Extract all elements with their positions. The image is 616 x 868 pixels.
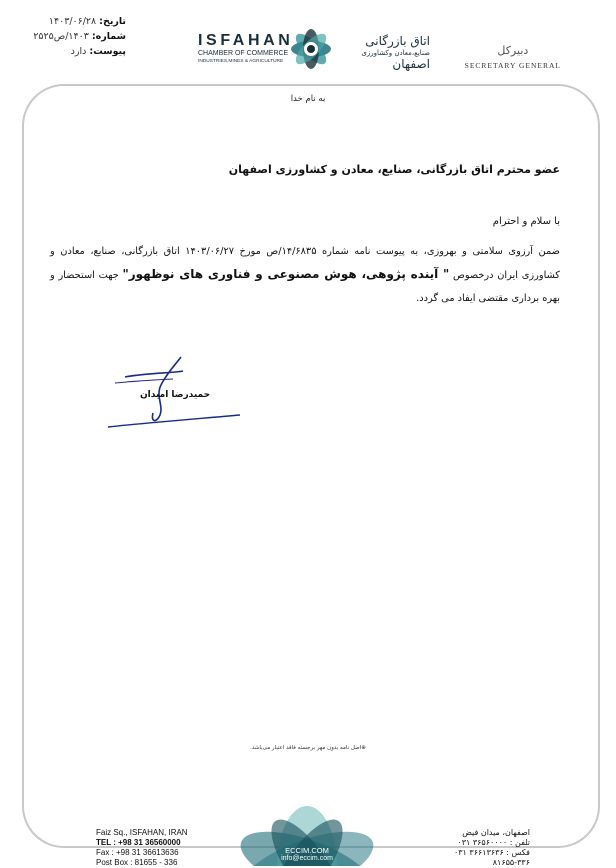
attachment-value: دارد [70,46,87,57]
attachment-row [6,44,126,59]
secretary-en: SECRETARY GENERAL [464,61,561,70]
validity-notice: ⊕اصل نامه بدون مهر برجسته فاقد اعتبار می‌باشد. [250,745,366,751]
footer-website[interactable]: ECCIM.COM [285,846,329,855]
date-value: ۱۴۰۳/۰۶/۲۸ [48,16,97,27]
footer-fa-address: اصفهان، میدان فیض [462,828,530,837]
date-row [6,14,126,29]
footer-fa-pobox: ۸۱۶۵۵-۳۳۶ [492,858,530,867]
letter-frame [22,84,600,848]
secretary-fa: دبیرکل [497,44,529,57]
footer-en-pobox: Post Box : 81655 - 336 [96,858,178,867]
bismillah: به نام خدا [290,94,326,104]
secretary-general-title [465,44,561,70]
signatory-name: حمیدرضا امیدان [140,390,211,400]
number-value: ۱۴۰۳/ص۲۵۲۵ [33,31,89,42]
letter-body [50,240,560,310]
chamber-logo [198,26,430,72]
body-part2: جهت استحضار و بهره برداری مقتضی ایفاد می گردد. [50,270,560,304]
number-row [6,29,126,44]
logo-en-line2: INDUSTRIES,MINES & AGRICULTURE [198,59,284,64]
footer-fa-tel: تلفن : ۳۶۵۶۰۰۰۰ ۰۳۱ [457,838,530,847]
footer-en-fax: Fax : +98 31 36613636 [96,848,179,857]
logo-fa-city: اصفهان [392,57,430,71]
footer-fa-fax: فکس : ۳۶۶۱۳۶۳۶ ۰۳۱ [453,848,530,857]
footer-emblem [212,788,402,866]
recipient: عضو محترم اتاق بازرگانی، صنایع، معادن و کشاورزی اصفهان [228,163,560,176]
footer-email[interactable]: info@eccim.com [281,855,333,862]
logo-en-name: ISFAHAN [198,32,294,49]
footer-en-contact [96,828,188,868]
body-part1: ضمن آرزوی سلامتی و بهروزی، به پیوست نامه شماره ۱۴/۶۸۳۵/ص مورخ ۱۴۰۳/۰۶/۲۷ اتاق بازرگانی، صنایع، معادن و کشاورزی ایران درخصوص [50,246,560,281]
logo-fa-line2: صنایع،معادن وکشاورزی [361,49,430,57]
date-label: تاریخ: [99,16,126,27]
salutation: با سلام و احترام [492,216,560,227]
number-label: شماره: [91,31,126,42]
attachment-label: پیوست: [89,46,126,57]
footer-fa-contact [454,828,530,868]
body-subject: " آینده پژوهی، هوش مصنوعی و فناوری های نوظهور" [122,267,450,281]
logo-en-line1: CHAMBER OF COMMERCE [198,50,289,57]
logo-fa-line1: اتاق بازرگانی [365,34,430,48]
footer-en-address: Faiz Sq., ISFAHAN, IRAN [96,828,188,837]
footer-en-tel: TEL : +98 31 36560000 [96,838,181,847]
letter-meta [6,14,126,59]
logo-emblem-icon [286,26,336,72]
